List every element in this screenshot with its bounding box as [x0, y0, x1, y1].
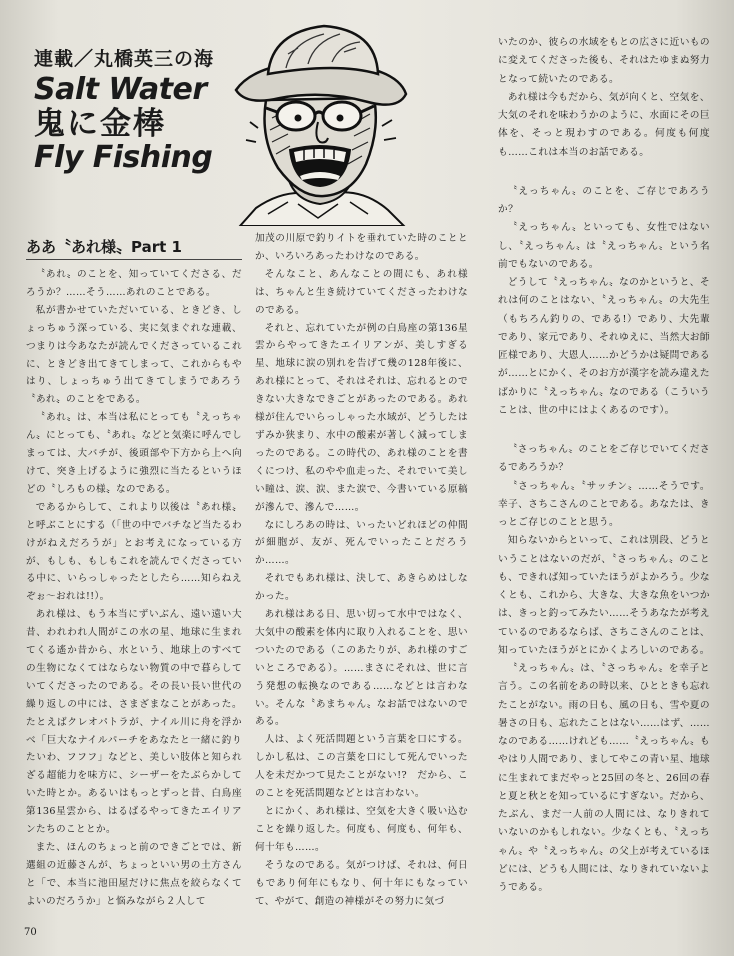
paragraph: 加茂の川原で釣りイトを垂れていた時のこととか、いろいろあったわけなのである。 [255, 233, 468, 262]
paragraph: なにしろあの時は、いったいどれほどの仲間が細胞が、友が、死んでいったことだろうか……。 [255, 519, 468, 567]
paragraph: とにかく、あれ様は、空気を大きく吸い込むことを繰り返した。何度も、何度も、何年も、何十年も……。 [255, 806, 468, 853]
paragraph: そんなこと、あんなことの間にも、あれ様は、ちゃんと生き続けていてくださったわけなのである。 [255, 268, 468, 316]
paragraph: 〝さっちゃん〟のことをご存じでいてくださるであろうか？ [498, 444, 710, 474]
paragraph: そうなのである。気がつけば、それは、何日もであり何年にもなり、何十年にもなっていて、やがて、創造の神様がその努力に気づ [255, 859, 468, 907]
paragraph: 〝あれ〟のことを、知っていてくださる、だろうか？……そう……あれのことである。 [26, 269, 242, 298]
title-block [34, 44, 234, 175]
text-column-1 [26, 266, 242, 911]
paragraph: であるからして、これより以後は〝あれ様〟と呼ぶことにする（「世の中でバチなど当たるわけがねえだろうが」とお考えになっている方が、もしも、もしもこれを読んでくださっている中に、いらっしゃったとしたら……知らねえぞぉ〜おれは!!）。 [26, 501, 242, 603]
paragraph: また、ほんのちょっと前のできごとでは、新選組の近藤さんが、ちょっといい男の土方さんと「で、本当に池田屋だけに焦点を絞らなくてよいのだろうか」と悩みながら２人して [26, 842, 242, 907]
title-salt-water: Salt Water [34, 72, 207, 107]
paragraph: それと、忘れていたが例の白鳥座の第136星雲からやってきたエイリアンが、美しすぎる星、地球に涙の別れを告げて幾の128年後に、あれ様にとって、それはそれは、忘れるとのできない大きなできごとがあったのである。あれ様が住んでいらっしゃった水域が、どうしたはずみか狭まり、水中の酸素が著しく減ってしまったのである。この時代の、あれ様のことを書くにつけ、私のやや血走った、それでいて美しい瞳は、涙、涙、また涙で、今書いている原稿が滲んで、滲んで……。 [255, 322, 468, 513]
paragraph: 〝えっちゃん〟といっても、女性ではないし、〝えっちゃん〟は〝えっちゃん〟という名前でもないのである。 [498, 222, 710, 270]
paragraph: あれ様はある日、思い切って水中ではなく、大気中の酸素を体内に取り入れることを、思いついたのである（このあたりが、あれ様のすごいところである）。……まさにそれは、世に言う発想の転換なのである……などとは言わない。そんな〝あまちゃん〟なお話ではないのである。 [255, 609, 468, 728]
paragraph: それでもあれ様は、決して、あきらめはしなかった。 [255, 573, 468, 603]
paragraph: 人は、よく死活問題という言葉を口にする。しかし私は、この言葉を口にして死んでいった人を未だかつて見たことがない!? だから、このことを死活問題などとは言わない。 [255, 734, 468, 800]
series-label: 連載／丸橋英三の海 [34, 48, 215, 70]
paragraph: あれ様は今もだから、気が向くと、空気を、大気のそれを味わうかのように、水面にその巨体を、そっと現わすのである。何度も何度も……これは本当のお話である。 [498, 91, 710, 158]
title-fly-fishing: Fly Fishing [34, 140, 213, 175]
author-caricature-illustration [228, 18, 410, 226]
text-column-3 [498, 34, 710, 897]
paragraph: 〝えっちゃん〟は、〝さっちゃん〟を幸子と言う。この名前をあの時以来、ひとときも忘れたことがない。雨の日も、風の日も、雪や夏の暑さの日も、忘れたことはない……はず、……なのである……けれども……〝えっちゃん〟もやはり人間であり、ましてやこの青い星、地球に生まれてまだやっと25回の冬と、26回の春と夏と秋とを知っているにすぎない。だから、たぶん、まだ一人前の人間には、なりきれていないのかもしれない。少なくとも、〝えっちゃん〟や〝えっちゃん〟の父上が考えているほどには、どうも人間には、なりきれていないようである。 [498, 663, 710, 893]
paragraph: 〝えっちゃん〟のことを、ご存じであろうか？ [498, 185, 710, 215]
paragraph: いたのか、彼らの水域をもとの広さに近いものに変えてくださった後も、それはたゆまぬ努力となって続いたのである。 [498, 37, 710, 85]
paragraph: どうして〝えっちゃん〟なのかというと、それは何のことはない、〝えっちゃん〟の大先生（もちろん釣りの、である!）であり、大先輩であり、家元であり、それゆえに、当然大お師匠様であり、大恩人……かどうかは疑問であるが……とにかく、そのお方が漢字を読み違えたばかりに〝えっちゃん〟なのである（こういうことは、世の中にはよくあるのです）。 [498, 277, 710, 416]
paragraph: 知らないからといって、これは別段、どうということはないのだが、〝さっちゃん〟のことも、できれば知っていたほうがよかろう。少なくとも、これから、大きな、大きな魚をいつかは、きっと釣ってみたい……そうあなたが考えているのであるならば、さちこさんのことは、知っていたほうがとにかくよろしいのである。 [498, 535, 710, 656]
paragraph: 〝さっちゃん〟〝サッチン〟……そうです。幸子、さちこさんのことである。あなたは、きっとご存じのことと思う。 [498, 480, 710, 528]
title-oni-ni-kanabou: 鬼に金棒 [34, 106, 166, 142]
text-column-2 [255, 230, 468, 910]
paragraph: 私が書かせていただいている、ときどき、しょっちゅう深っている、実に気まぐれな連載、つまりは今あなたが読んでくださっているこれに、ときどき出てきてしまって、これからもやはり、しょっちゅう出てきてしまうであろう〝あれ〟のことをである。 [26, 304, 242, 406]
section-heading: ああ〝あれ様〟Part 1 [26, 236, 242, 260]
paragraph: 〝あれ〟は、本当は私にとっても〝えっちゃん〟にとっても、〝あれ〟などと気楽に呼んでしまっては、大バチが、後頭部や下方から上へ向けて、突き上げるように強烈に当たるというほどの〝しろもの様〟なのである。 [26, 412, 242, 495]
paragraph: あれ様は、もう本当にずいぶん、遠い遠い大昔、われわれ人間がこの水の星、地球に生まれてくる遙か昔から、水という、地球上のすべての生物になくてはならない物質の中で暮らしていてくださったのである。その長い長い世代の繰り返しの中には、さまざまなことがあった。たとえばクレオパトラが、ナイル川に舟を浮かべ「巨大なナイルパーチをあなたと一緒に釣りたいわ、フフフ」などと、美しい肢体と知られざる超能力を味方に、シーザーをたぶらかしていた時とか。あるいはもっとずっと昔、白鳥座第136星雲から、はるばるやってきたエイリアンたちのこととか。 [26, 609, 242, 836]
page-number: 70 [24, 927, 37, 938]
